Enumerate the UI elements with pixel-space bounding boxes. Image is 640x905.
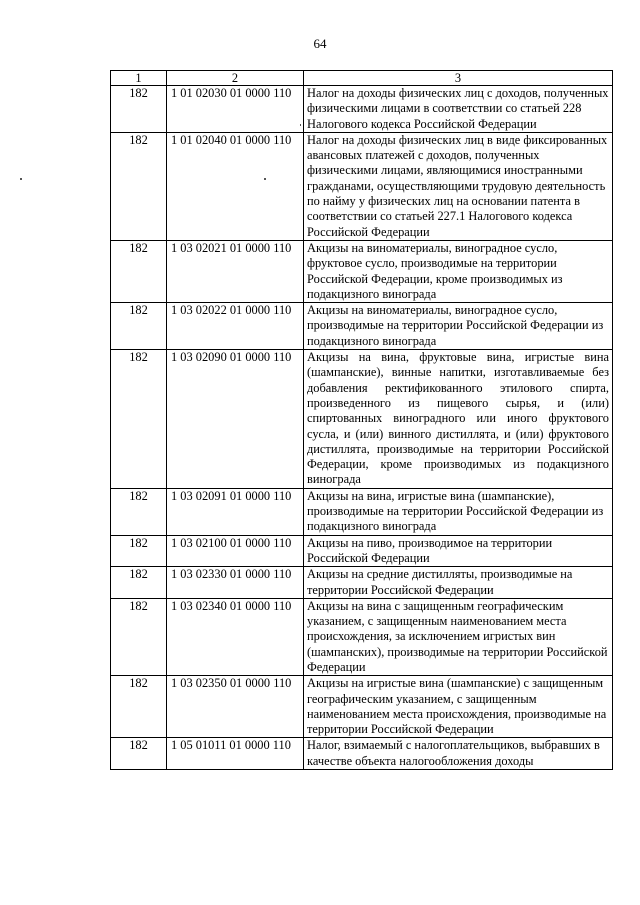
admin-code-cell: 182 [111, 132, 167, 240]
page-number: 64 [313, 36, 327, 51]
table-header-row [111, 71, 613, 86]
table-row [111, 303, 613, 350]
revenue-name-cell: Акцизы на виноматериалы, виноградное сусло, производимые на территории Российской Федерации из подакцизного винограда [304, 303, 613, 350]
column-header-3: 3 [304, 71, 613, 86]
admin-code-cell: 182 [111, 303, 167, 350]
admin-code-cell: 182 [111, 240, 167, 302]
budget-code-cell: 1 03 02100 01 0000 110 [167, 535, 304, 567]
table-row [111, 132, 613, 240]
admin-code-cell: 182 [111, 598, 167, 675]
admin-code-cell: 182 [111, 86, 167, 133]
column-header-2: 2 [167, 71, 304, 86]
table-row [111, 240, 613, 302]
revenue-codes-table [110, 70, 613, 770]
revenue-name-cell: Акцизы на средние дистилляты, производимые на территории Российской Федерации [304, 567, 613, 599]
table-row [111, 598, 613, 675]
admin-code-cell: 182 [111, 535, 167, 567]
revenue-name-cell: Акцизы на пиво, производимое на территории Российской Федерации [304, 535, 613, 567]
revenue-name-cell: Налог на доходы физических лиц с доходов, полученных физическими лицами в соответствии со статьей 228 Налогового кодекса Российской Федерации [304, 86, 613, 133]
revenue-name-cell: Акцизы на вина, фруктовые вина, игристые вина (шампанские), винные напитки, изготавливаемые без добавления ректификованного этилового спирта, произведенного из пищевого сырья, и (или) спиртованных виноградного или иного фруктового сусла, и (или) винного дистиллята, и (или) фруктового дистиллята, производимые на территории Российской Федерации, кроме производимых из подакцизного винограда [304, 350, 613, 489]
budget-code-cell: 1 03 02090 01 0000 110 [167, 350, 304, 489]
table-row [111, 738, 613, 770]
budget-code-cell: 1 03 02350 01 0000 110 [167, 676, 304, 738]
revenue-name-cell: Акцизы на вина, игристые вина (шампанские), производимые на территории Российской Федерации из подакцизного винограда [304, 488, 613, 535]
revenue-name-cell: Налог на доходы физических лиц в виде фиксированных авансовых платежей с доходов, полученных физическими лицами, являющимися иностранными гражданами, осуществляющими трудовую деятельность по найму у физических лиц на основании патента в соответствии со статьей 227.1 Налогового кодекса Российской Федерации [304, 132, 613, 240]
budget-code-cell: 1 03 02330 01 0000 110 [167, 567, 304, 599]
scan-mark [20, 178, 22, 180]
table-row [111, 350, 613, 489]
revenue-name-cell: Акцизы на виноматериалы, виноградное сусло, фруктовое сусло, производимые на территории Российской Федерации, кроме производимых из подакцизного винограда [304, 240, 613, 302]
table-row [111, 86, 613, 133]
table-row [111, 676, 613, 738]
budget-code-cell: 1 03 02022 01 0000 110 [167, 303, 304, 350]
column-header-1: 1 [111, 71, 167, 86]
budget-code-cell: 1 01 02030 01 0000 110 [167, 86, 304, 133]
admin-code-cell: 182 [111, 567, 167, 599]
revenue-name-cell: Акцизы на вина с защищенным географическим указанием, с защищенным наименованием места происхождения, за исключением игристых вин (шампанских), производимые на территории Российской Федерации [304, 598, 613, 675]
admin-code-cell: 182 [111, 738, 167, 770]
table-row [111, 535, 613, 567]
revenue-name-cell: Налог, взимаемый с налогоплательщиков, выбравших в качестве объекта налогообложения доходы [304, 738, 613, 770]
admin-code-cell: 182 [111, 350, 167, 489]
admin-code-cell: 182 [111, 488, 167, 535]
revenue-name-cell: Акцизы на игристые вина (шампанские) с защищенным географическим указанием, с защищенным наименованием места происхождения, производимые на территории Российской Федерации [304, 676, 613, 738]
budget-code-cell: 1 03 02021 01 0000 110 [167, 240, 304, 302]
admin-code-cell: 182 [111, 676, 167, 738]
budget-code-cell: 1 01 02040 01 0000 110 [167, 132, 304, 240]
budget-code-cell: 1 05 01011 01 0000 110 [167, 738, 304, 770]
table-row [111, 567, 613, 599]
budget-code-cell: 1 03 02091 01 0000 110 [167, 488, 304, 535]
budget-code-cell: 1 03 02340 01 0000 110 [167, 598, 304, 675]
table-row [111, 488, 613, 535]
